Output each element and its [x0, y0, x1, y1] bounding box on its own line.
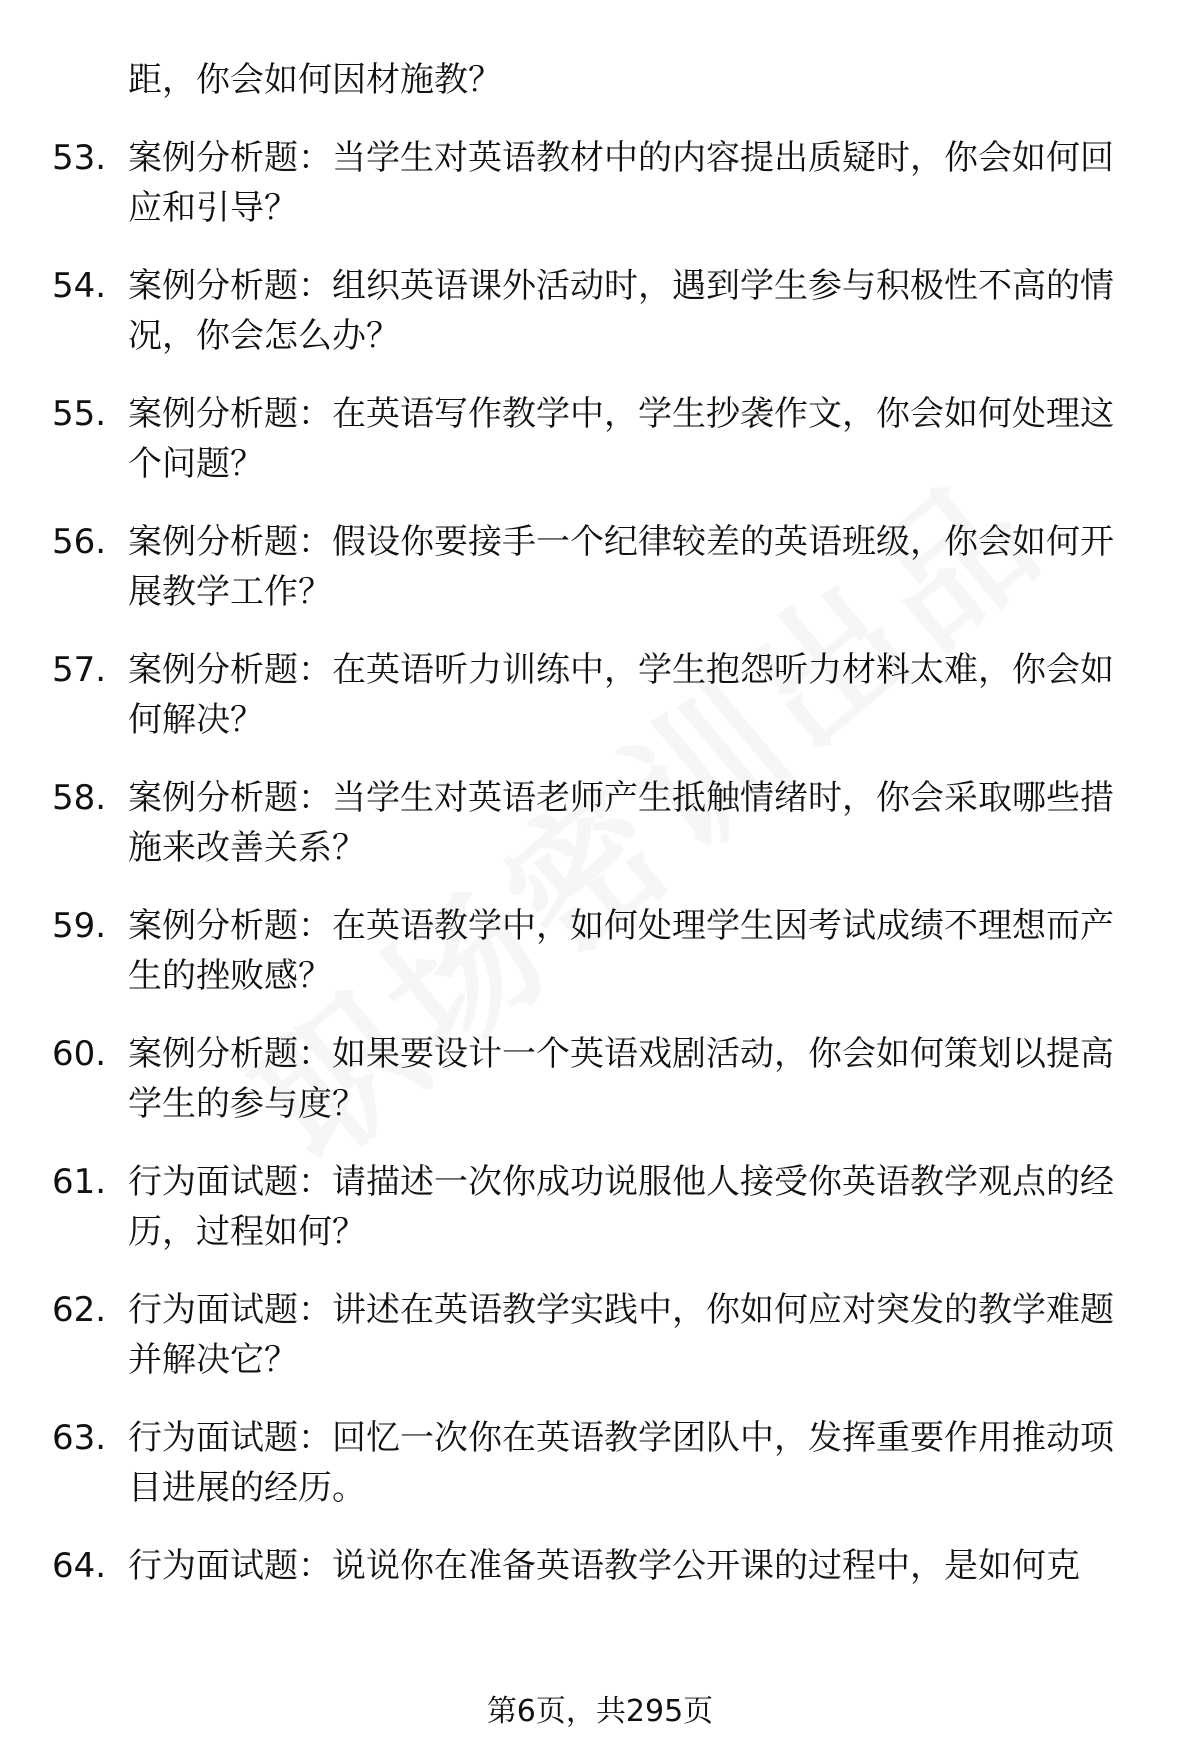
item-text: 行为面试题：回忆一次你在英语教学团队中，发挥重要作用推动项目进展的经历。	[128, 1418, 1114, 1508]
item-text: 行为面试题：讲述在英语教学实践中，你如何应对突发的教学难题并解决它？	[128, 1290, 1114, 1380]
item-number: 54.	[52, 266, 107, 306]
item-text: 案例分析题：在英语教学中，如何处理学生因考试成绩不理想而产生的挫败感？	[128, 906, 1114, 996]
list-item	[0, 773, 1200, 873]
list-item	[0, 1541, 1200, 1591]
list-item	[0, 645, 1200, 745]
list-item	[0, 261, 1200, 361]
item-text: 案例分析题：假设你要接手一个纪律较差的英语班级，你会如何开展教学工作？	[128, 522, 1114, 612]
question-list	[0, 55, 1200, 1619]
item-number: 61.	[52, 1162, 107, 1202]
list-item	[0, 901, 1200, 1001]
list-item	[0, 1285, 1200, 1385]
item-text: 案例分析题：在英语写作教学中，学生抄袭作文，你会如何处理这个问题？	[128, 394, 1114, 484]
list-item	[0, 517, 1200, 617]
item-text: 案例分析题：当学生对英语老师产生抵触情绪时，你会采取哪些措施来改善关系？	[128, 778, 1114, 868]
list-item	[0, 1413, 1200, 1513]
page-footer: 第6页，共295页	[486, 1694, 714, 1729]
item-text: 行为面试题：说说你在准备英语教学公开课的过程中，是如何克	[128, 1546, 1080, 1586]
item-number: 60.	[52, 1034, 107, 1074]
item-text: 案例分析题：组织英语课外活动时，遇到学生参与积极性不高的情况，你会怎么办？	[128, 266, 1114, 356]
item-number: 59.	[52, 906, 107, 946]
item-text: 案例分析题：在英语听力训练中，学生抱怨听力材料太难，你会如何解决？	[128, 650, 1114, 740]
list-item	[0, 1029, 1200, 1129]
list-item	[0, 1157, 1200, 1257]
item-number: 63.	[52, 1418, 107, 1458]
item-text: 案例分析题：当学生对英语教材中的内容提出质疑时，你会如何回应和引导？	[128, 138, 1114, 228]
list-item	[0, 133, 1200, 233]
item-number: 55.	[52, 394, 107, 434]
item-text: 行为面试题：请描述一次你成功说服他人接受你英语教学观点的经历，过程如何？	[128, 1162, 1114, 1252]
item-number: 53.	[52, 138, 107, 178]
item-text: 案例分析题：如果要设计一个英语戏剧活动，你会如何策划以提高学生的参与度？	[128, 1034, 1114, 1124]
item-number: 57.	[52, 650, 107, 690]
continuation-text: 距，你会如何因材施教？	[128, 60, 502, 100]
item-number: 62.	[52, 1290, 107, 1330]
list-item	[0, 389, 1200, 489]
item-number: 58.	[52, 778, 107, 818]
item-number: 56.	[52, 522, 107, 562]
item-number: 64.	[52, 1546, 107, 1586]
